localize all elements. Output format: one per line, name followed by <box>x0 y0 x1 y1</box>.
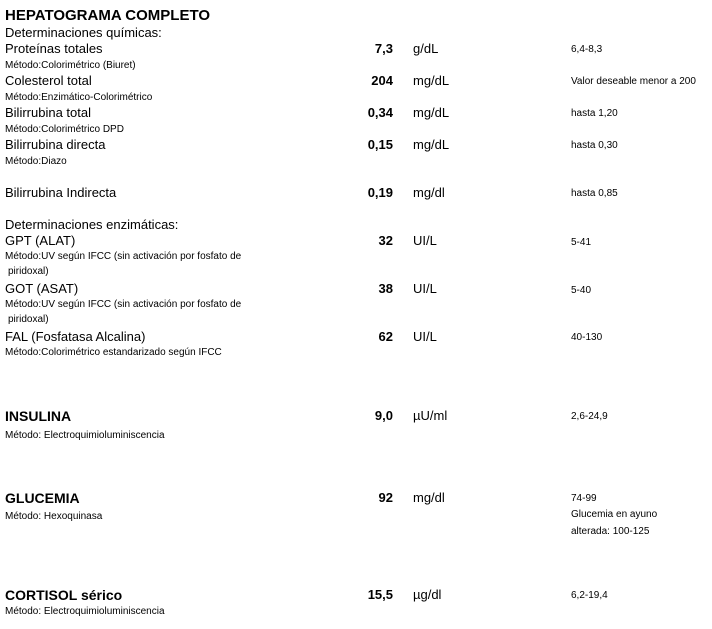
test-name: Proteínas totales <box>5 41 103 56</box>
test-reference: 40-130 <box>571 332 603 343</box>
test-method: Método:Colorimétrico DPD <box>5 124 124 135</box>
test-name: GPT (ALAT) <box>5 233 76 248</box>
cortisol-method: Método: Electroquimioluminiscencia <box>5 606 165 617</box>
test-unit: mg/dL <box>413 73 450 88</box>
quimicas-label: Determinaciones químicas: <box>5 25 162 40</box>
insulina-value: 9,0 <box>374 408 393 423</box>
test-reference: hasta 1,20 <box>571 108 618 119</box>
test-value: 38 <box>378 281 393 296</box>
enzimaticas-label: Determinaciones enzimáticas: <box>5 217 179 232</box>
test-reference: 5-41 <box>571 237 592 248</box>
test-name: GOT (ASAT) <box>5 281 79 296</box>
glucemia-value: 92 <box>378 490 393 505</box>
test-unit: mg/dL <box>413 105 450 120</box>
test-method: Método:UV según IFCC (sin activación por fosfato de <box>5 299 242 310</box>
test-value: 0,15 <box>367 137 393 152</box>
test-unit: mg/dL <box>413 137 450 152</box>
test-reference: 6,4-8,3 <box>571 44 603 55</box>
test-name: Bilirrubina directa <box>5 137 106 152</box>
test-method-cont: piridoxal) <box>8 314 49 325</box>
test-name: FAL (Fosfatasa Alcalina) <box>5 329 146 344</box>
test-value: 7,3 <box>374 41 393 56</box>
glucemia-method: Método: Hexoquinasa <box>5 511 103 522</box>
test-method-cont: piridoxal) <box>8 266 49 277</box>
test-reference: hasta 0,85 <box>571 188 618 199</box>
test-name: Bilirrubina Indirecta <box>5 185 117 200</box>
test-value: 204 <box>371 73 393 88</box>
glucemia-unit: mg/dl <box>413 490 445 505</box>
test-method: Método:Colorimétrico estandarizado según IFCC <box>5 347 222 358</box>
cortisol-value: 15,5 <box>367 587 393 602</box>
test-method: Método:Colorimétrico (Biuret) <box>5 60 136 71</box>
insulina-title: INSULINA <box>5 408 72 424</box>
glucemia-reference: 74-99 <box>571 493 597 504</box>
test-unit: UI/L <box>413 233 437 248</box>
test-reference: Valor deseable menor a 200 <box>571 76 696 87</box>
insulina-method: Método: Electroquimioluminiscencia <box>5 430 165 441</box>
glucemia-title: GLUCEMIA <box>5 490 80 506</box>
test-value: 32 <box>378 233 393 248</box>
test-reference: hasta 0,30 <box>571 140 618 151</box>
hepatograma-title: HEPATOGRAMA COMPLETO <box>5 7 211 24</box>
test-unit: g/dL <box>413 41 439 56</box>
test-method: Método:UV según IFCC (sin activación por fosfato de <box>5 251 242 262</box>
test-value: 62 <box>378 329 393 344</box>
glucemia-reference-note: Glucemia en ayuno <box>571 509 658 520</box>
test-name: Bilirrubina total <box>5 105 91 120</box>
test-name: Colesterol total <box>5 73 92 88</box>
test-method: Método:Enzimático-Colorimétrico <box>5 92 153 103</box>
insulina-reference: 2,6-24,9 <box>571 411 608 422</box>
test-unit: UI/L <box>413 281 437 296</box>
test-value: 0,34 <box>367 105 393 120</box>
cortisol-reference: 6,2-19,4 <box>571 590 608 601</box>
insulina-unit: µU/ml <box>413 408 448 423</box>
test-method: Método:Diazo <box>5 156 67 167</box>
cortisol-title: CORTISOL sérico <box>5 587 123 603</box>
test-unit: mg/dl <box>413 185 445 200</box>
test-unit: UI/L <box>413 329 437 344</box>
glucemia-reference-note-2: alterada: 100-125 <box>571 526 650 537</box>
cortisol-unit: µg/dl <box>413 587 442 602</box>
test-reference: 5-40 <box>571 285 592 296</box>
test-value: 0,19 <box>367 185 393 200</box>
